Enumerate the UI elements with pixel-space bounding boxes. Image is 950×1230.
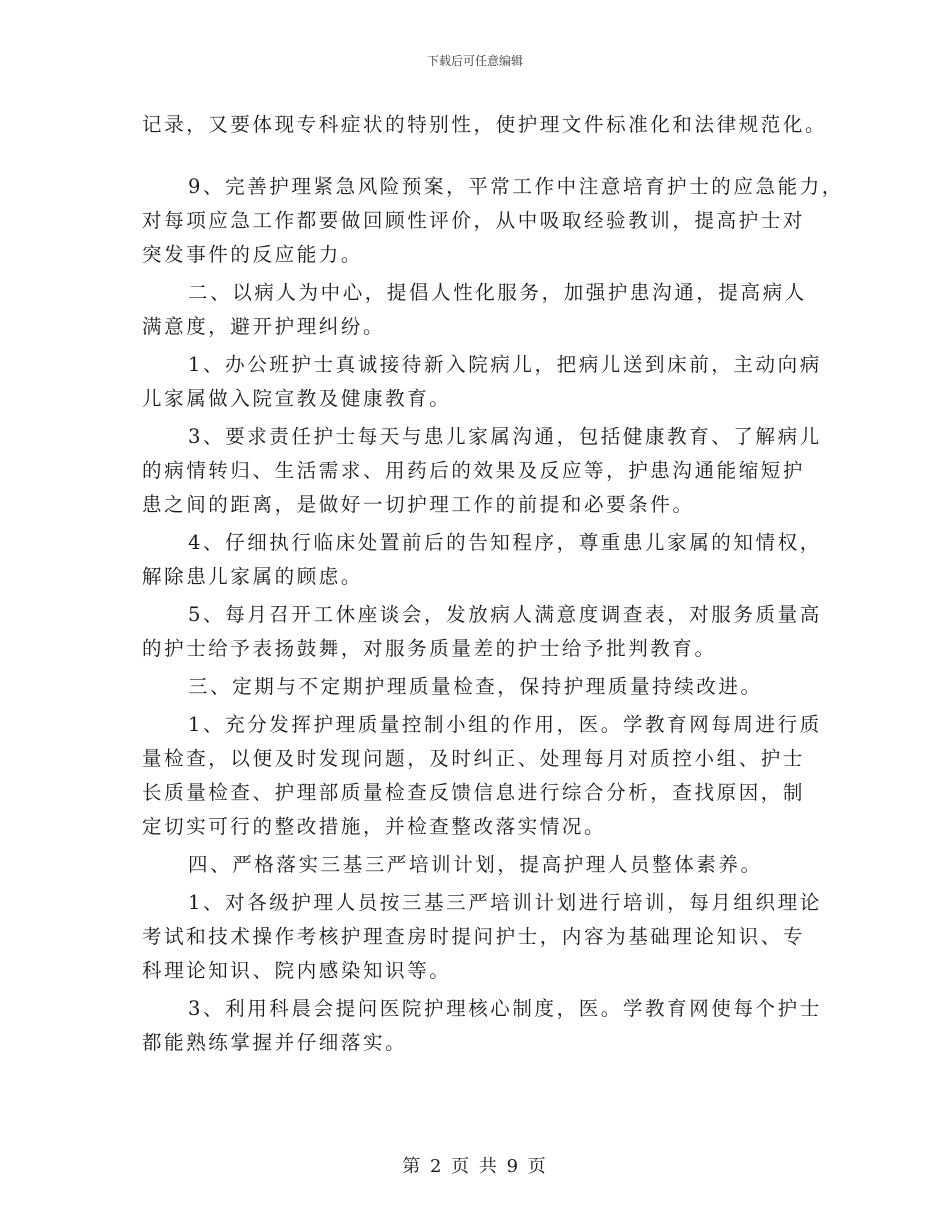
paragraph [142,886,832,988]
text-line: 量检查，以便及时发现问题，及时纠正、处理每月对质控小组、护士 [142,747,806,770]
text-line: 四、严格落实三基三严培训计划，提高护理人员整体素养。 [188,853,763,876]
page-footer: 第 2 页 共 9 页 [402,1156,548,1177]
paragraph [142,420,832,522]
text-line: 定切实可行的整改措施，并检查整改落实情况。 [142,815,607,838]
paragraph [142,108,832,142]
text-line: 9、完善护理紧急风险预案，平常工作中注意培育护士的应急能力， [188,175,844,198]
text-line: 满意度，避开护理纠纷。 [142,315,386,338]
text-line: 对每项应急工作都要做回顾性评价，从中吸取经验教训，提高护士对 [142,209,806,232]
paragraph [142,598,832,666]
text-line: 3、要求责任护士每天与患儿家属沟通，包括健康教育、了解病儿 [188,425,822,448]
paragraph [142,526,832,594]
paragraph [142,708,832,844]
paragraph [142,348,832,416]
text-line: 患之间的距离，是做好一切护理工作的前提和必要条件。 [142,493,695,516]
paragraph [142,170,844,272]
text-line: 4、仔细执行临床处置前后的告知程序，尊重患儿家属的知情权， [188,531,822,554]
text-line: 都能熟练掌握并仔细落实。 [142,1031,408,1054]
text-line: 1、充分发挥护理质量控制小组的作用，医。学教育网每周进行质 [188,713,822,736]
text-line: 二、以病人为中心，提倡人性化服务，加强护患沟通，提高病人 [188,281,807,304]
text-line: 长质量检查、护理部质量检查反馈信息进行综合分析，查找原因，制 [142,781,806,804]
text-line: 考试和技术操作考核护理查房时提问护士，内容为基础理论知识、专 [142,925,806,948]
document-body [142,108,844,1064]
text-line: 1、办公班护士真诚接待新入院病儿，把病儿送到床前，主动向病 [188,353,822,376]
text-line: 儿家属做入院宣教及健康教育。 [142,387,452,410]
section-heading [142,848,832,882]
text-line: 科理论知识、院内感染知识等。 [142,959,452,982]
text-line: 记录，又要体现专科症状的特别性，使护理文件标准化和法律规范化。 [142,113,828,136]
text-line: 突发事件的反应能力。 [142,243,364,266]
text-line: 的病情转归、生活需求、用药后的效果及反应等，护患沟通能缩短护 [142,459,806,482]
paragraph [142,276,832,344]
text-line: 1、对各级护理人员按三基三严培训计划进行培训，每月组织理论 [188,891,822,914]
text-line: 的护士给予表扬鼓舞，对服务质量差的护士给予批判教育。 [142,637,717,660]
text-line: 3、利用科晨会提问医院护理核心制度，医。学教育网使每个护士 [188,997,822,1020]
text-line: 5、每月召开工休座谈会，发放病人满意度调查表，对服务质量高 [188,603,822,626]
page-header: 下载后可任意编辑 [426,54,523,68]
text-line: 三、定期与不定期护理质量检查，保持护理质量持续改进。 [188,675,763,698]
section-heading [142,670,832,704]
paragraph [142,992,832,1060]
text-line: 解除患儿家属的顾虑。 [142,565,364,588]
